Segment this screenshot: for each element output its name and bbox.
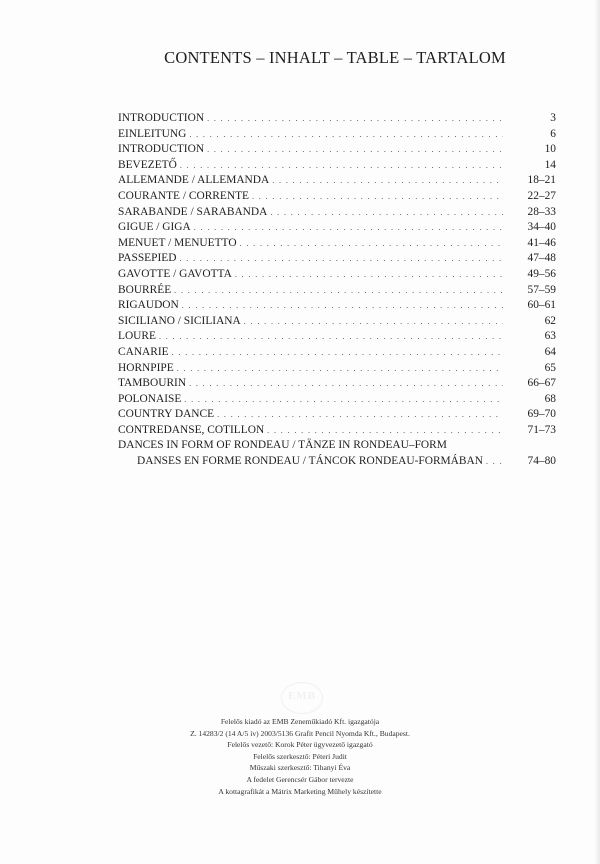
page-title: CONTENTS – INHALT – TABLE – TARTALOM (164, 48, 506, 67)
publisher-logo-watermark (281, 682, 323, 714)
toc-entry-label: SARABANDE / SARABANDA (118, 205, 268, 218)
toc-entry-label: HORNPIPE (118, 361, 174, 374)
toc-entry-label: CANARIE (118, 345, 169, 358)
page-edge-shadow (594, 0, 600, 864)
toc-entry-label: MENUET / MENUETTO (118, 236, 237, 249)
toc-dot-leader (189, 376, 503, 392)
toc-entry-page: 69–70 (527, 408, 556, 421)
toc-entry (118, 376, 556, 392)
toc-entry (118, 345, 556, 361)
toc-entry-page: 3 (550, 112, 556, 124)
toc-entry-label: BEVEZETŐ (118, 158, 177, 171)
toc-entry (118, 423, 556, 439)
toc-entry (118, 220, 556, 236)
toc-dot-leader (159, 329, 503, 345)
toc-entry-label: GAVOTTE / GAVOTTA (118, 267, 232, 280)
toc-entry (118, 111, 556, 127)
toc-entry-page: 14 (544, 158, 556, 171)
toc-dot-leader (235, 267, 503, 283)
table-of-contents (118, 111, 556, 470)
toc-entry (118, 267, 556, 283)
toc-dot-leader (240, 236, 503, 252)
toc-entry (118, 158, 556, 174)
toc-dot-leader (174, 283, 503, 299)
toc-entry-label: COUNTRY DANCE (118, 408, 215, 421)
toc-dot-leader (182, 298, 503, 314)
toc-dot-leader (172, 345, 503, 361)
toc-entry (118, 454, 556, 470)
toc-entry (118, 361, 556, 377)
toc-entry-label: GIGUE / GIGA (118, 221, 191, 234)
toc-dot-leader (184, 392, 503, 408)
toc-entry-page: 66–67 (527, 377, 556, 390)
toc-entry-label: SICILIANO / SICILIANA (118, 314, 241, 327)
imprint-line: A kottagrafikát a Mátrix Marketing Műhely készítette (218, 786, 382, 796)
toc-entry-page: 71–73 (527, 423, 556, 436)
toc-entry-label: CONTREDANSE, COTILLON (118, 423, 265, 436)
toc-entry-page: 18–21 (527, 174, 556, 187)
toc-dot-leader (179, 251, 503, 267)
toc-entry (118, 236, 556, 252)
toc-entry (118, 205, 556, 221)
toc-dot-leader (189, 127, 503, 143)
toc-dot-leader (207, 142, 503, 158)
toc-entry-label: INTRODUCTION (118, 143, 205, 156)
toc-dot-leader (252, 189, 503, 205)
toc-dot-leader (486, 454, 503, 470)
toc-entry (118, 298, 556, 314)
toc-entry (118, 142, 556, 158)
toc-entry-page: 41–46 (527, 236, 556, 249)
toc-entry-label: TAMBOURIN (118, 377, 187, 390)
toc-entry-page: 62 (544, 314, 556, 327)
toc-entry-label: RIGAUDON (118, 299, 179, 312)
imprint-line: Felelős vezető: Korok Péter ügyvezető igazgató (227, 740, 373, 750)
toc-entry-label: BOURRÉE (118, 283, 172, 296)
toc-entry (118, 392, 556, 408)
toc-entry-label: DANCES IN FORM OF RONDEAU / TÄNZE IN RONDEAU–FORM (118, 439, 447, 452)
toc-entry (118, 438, 556, 454)
toc-entry-page: 34–40 (527, 221, 556, 234)
toc-entry-page: 68 (544, 392, 556, 405)
toc-dot-leader (177, 361, 503, 377)
toc-entry-page: 63 (544, 330, 556, 343)
toc-entry-page: 74–80 (527, 455, 556, 468)
toc-entry-label: EINLEITUNG (118, 127, 187, 140)
toc-dot-leader (272, 173, 503, 189)
imprint-line: Műszaki szerkesztő: Tihanyi Éva (249, 763, 351, 773)
toc-entry (118, 407, 556, 423)
toc-dot-leader (267, 423, 503, 439)
toc-dot-leader (194, 220, 503, 236)
toc-entry-page: 10 (544, 143, 556, 156)
toc-entry-label: ALLEMANDE / ALLEMANDA (118, 174, 270, 187)
toc-entry-page: 6 (550, 127, 556, 140)
imprint-line: Felelős kiadó az EMB Zeneműkiadó Kft. igazgatója (220, 717, 380, 726)
toc-entry (118, 329, 556, 345)
toc-dot-leader (180, 158, 503, 174)
toc-dot-leader (244, 314, 503, 330)
toc-entry (118, 251, 556, 267)
imprint-block (150, 716, 450, 797)
toc-entry (118, 173, 556, 189)
toc-entry-page: 64 (544, 345, 556, 358)
toc-entry-page: 22–27 (527, 189, 556, 202)
toc-entry-label: LOURE (118, 330, 156, 343)
imprint-line: Felelős szerkesztő: Péteri Judit (253, 751, 347, 761)
toc-entry-page: 65 (544, 361, 556, 374)
toc-entry (118, 283, 556, 299)
toc-entry-label: INTRODUCTION (118, 112, 205, 124)
imprint-line: A fedelet Gerencsér Gábor tervezte (246, 774, 354, 784)
toc-entry-page: 57–59 (527, 283, 556, 296)
toc-dot-leader (270, 205, 503, 221)
toc-entry (118, 189, 556, 205)
toc-entry-page: 47–48 (527, 252, 556, 265)
imprint-line: Z. 14283/2 (14 A/5 ív) 2003/5136 Grafit Pencil Nyomda Kft., Budapest. (190, 728, 410, 738)
logo-text: EMB (287, 690, 317, 702)
toc-entry-page: 28–33 (527, 205, 556, 218)
toc-entry-label: DANSES EN FORME RONDEAU / TÁNCOK RONDEAU-FORMÁBAN (137, 455, 483, 468)
toc-entry-label: PASSEPIED (118, 252, 177, 265)
toc-entry-label: COURANTE / CORRENTE (118, 189, 249, 202)
toc-entry (118, 127, 556, 143)
toc-entry-label: POLONAISE (118, 392, 182, 405)
toc-entry (118, 314, 556, 330)
toc-dot-leader (217, 407, 503, 423)
toc-entry-page: 49–56 (527, 267, 556, 280)
toc-entry-page: 60–61 (527, 299, 556, 312)
toc-dot-leader (207, 111, 503, 127)
